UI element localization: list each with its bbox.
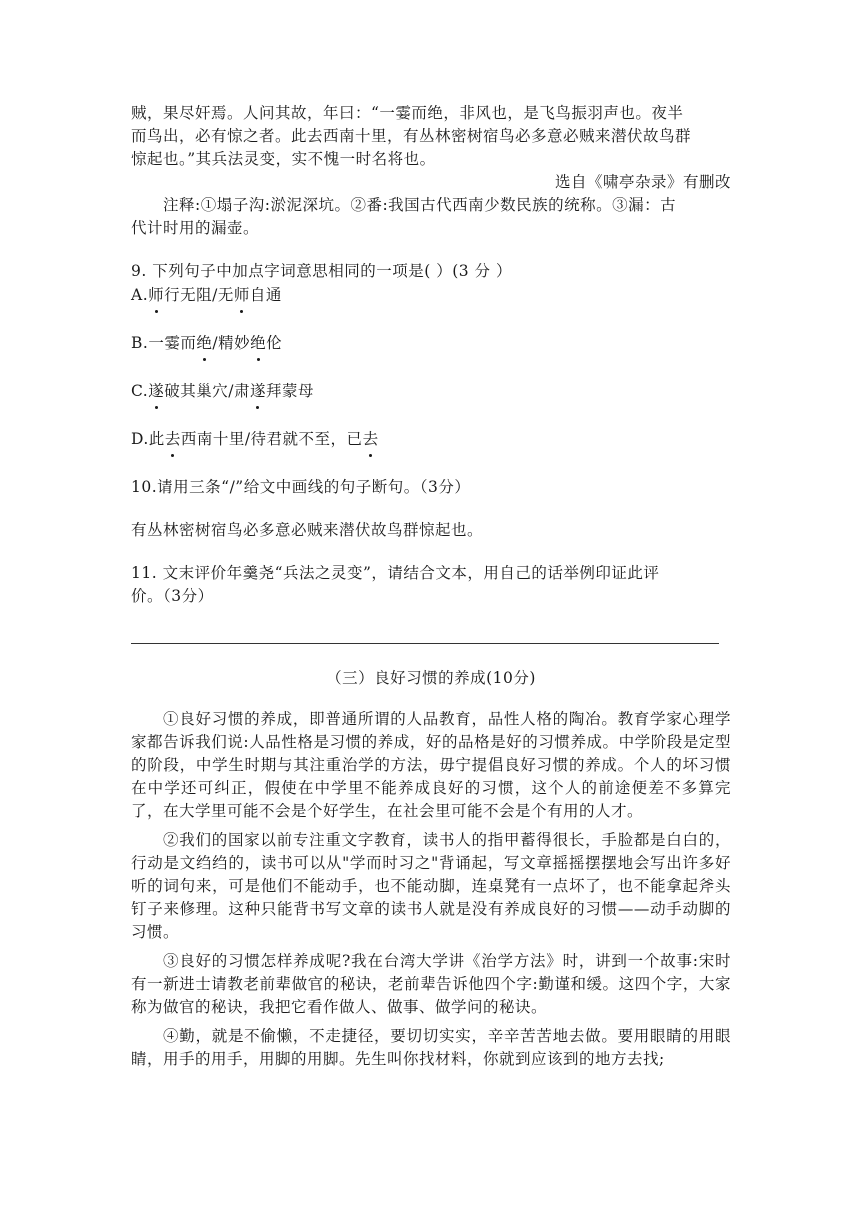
option-a	[131, 284, 731, 307]
question-10-text: 10.请用三条“/”给文中画线的句子断句。（3分）	[131, 478, 471, 496]
option-c	[131, 380, 731, 403]
option-b	[131, 332, 731, 355]
option-text: 自通	[249, 286, 282, 304]
question-10-sentence	[131, 519, 731, 542]
dotted-char: 去	[165, 428, 181, 451]
question-11-line: 价。（3分）	[131, 587, 214, 605]
passage-line: 贼，果尽奸焉。人问其故，年曰：“一霎而绝，非风也，是飞鸟振羽声也。夜半	[131, 104, 684, 122]
annotation-line: 代计时用的漏壶。	[131, 219, 260, 237]
passage-line: 惊起也。”其兵法灵变，实不愧一时名将也。	[131, 150, 436, 168]
passage-ending	[131, 102, 731, 240]
dotted-char: 遂	[250, 380, 266, 403]
question-9-text: 9. 下列句子中加点字词意思相同的一项是( ）(3 分 ）	[131, 262, 512, 280]
option-text: 拜蒙母	[266, 382, 315, 400]
essay-paragraph-4: ④勤，就是不偷懒，不走捷径，要切切实实，辛辛苦苦地去做。要用眼睛的用眼睛，用手的用手，用脚的用脚。先生叫你找材料，你就到应该到的地方去找;	[131, 1027, 731, 1068]
dotted-char: 绝	[250, 332, 266, 355]
option-text: 行无阻/无	[164, 286, 234, 304]
question-9-stem	[131, 260, 731, 283]
essay-paragraph-3: ③良好的习惯怎样养成呢?我在台湾大学讲《治学方法》时，讲到一个故事:宋时有一新进士请教老前辈做官的秘诀，老前辈告诉他四个字:勤谨和缓。这四个字，大家称为做官的秘诀，我把它看作做人、做事、做学问的秘诀。	[131, 952, 731, 1016]
essay-paragraph-1: ①良好习惯的养成，即普通所谓的人品教育，品性人格的陶冶。教育学家心理学家都告诉我们说:人品性格是习惯的养成，好的品格是好的习惯养成。中学阶段是定型的阶段，中学生时期与其注重治学的方法，毋宁提倡良好习惯的养成。个人的坏习惯在中学还可纠正，假使在中学里不能养成良好的习惯，这个人的前途便差不多算完了，在大学里可能不会是个好学生，在社会里可能不会是个有用的人才。	[131, 710, 731, 820]
section-divider	[131, 643, 719, 644]
dotted-char: 去	[363, 428, 379, 451]
sentence-to-punctuate: 有丛林密树宿鸟必多意必贼来潜伏故鸟群惊起也。	[131, 521, 484, 539]
dotted-char: 师	[148, 284, 164, 307]
option-text: 破其巢穴/肃	[164, 382, 250, 400]
option-text: 西南十里/待君就不至，已	[180, 430, 363, 448]
question-11-line: 11. 文末评价年羹尧“兵法之灵变”，请结合文本，用自己的话举例印证此评	[131, 564, 660, 582]
dotted-char: 师	[234, 284, 250, 307]
passage-line: 而鸟出，必有惊之者。此去西南十里，有丛林密树宿鸟必多意必贼来潜伏故鸟群	[131, 127, 692, 145]
essay-paragraph-2: ②我们的国家以前专注重文字教育，读书人的指甲蓄得很长，手脸都是白白的，行动是文绉绉的，读书可以从"学而时习之"背诵起，写文章摇摇摆摆地会写出许多好听的词句来，可是他们不能动手，也不能动脚，连桌凳有一点坏了，也不能拿起斧头钉子来修理。这种只能背书写文章的读书人就是没有养成良好的习惯——动手动脚的习惯。	[131, 831, 731, 941]
option-text: /精妙	[212, 334, 251, 352]
dotted-char: 绝	[196, 332, 212, 355]
option-label: A.	[131, 286, 149, 304]
section-title: （三）良好习惯的养成(10分)	[326, 669, 536, 687]
question-11	[131, 562, 731, 608]
option-label: B.一霎而	[131, 334, 197, 352]
essay-body	[131, 708, 731, 1071]
section-3-heading	[131, 667, 731, 690]
annotation-line: 注释:①塌子沟:淤泥深坑。②番:我国古代西南少数民族的统称。③漏：古	[163, 196, 677, 214]
option-label: D.此	[131, 430, 165, 448]
dotted-char: 遂	[148, 380, 164, 403]
source-citation: 选自《啸亭杂录》有删改	[554, 173, 731, 191]
question-10	[131, 476, 731, 499]
option-label: C.	[131, 382, 149, 400]
option-text: 伦	[266, 334, 283, 352]
option-d	[131, 428, 731, 451]
